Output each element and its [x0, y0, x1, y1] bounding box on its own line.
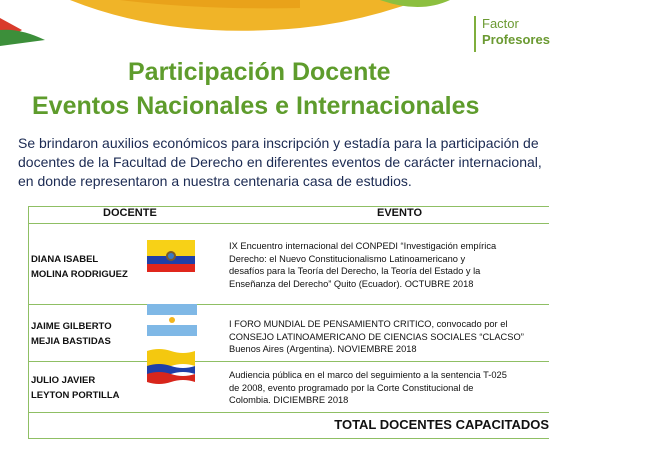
- row-divider: [29, 361, 549, 362]
- event-line: Enseñanza del Derecho” Quito (Ecuador). OCTUBRE 2018: [229, 278, 474, 289]
- event-description: [229, 318, 547, 356]
- docente-first-name: DIANA ISABEL: [31, 254, 99, 265]
- ecuador-flag-icon: [147, 240, 195, 272]
- docente-last-name: MEJIA BASTIDAS: [31, 336, 111, 347]
- row-divider: [29, 412, 549, 413]
- event-description: [229, 369, 547, 407]
- docente-first-name: JULIO JAVIER: [31, 375, 96, 386]
- intro-paragraph: [18, 134, 558, 191]
- factor-profesores-brand: [474, 16, 550, 52]
- event-line: IX Encuentro internacional del CONPEDI “Investigación empírica: [229, 241, 497, 251]
- argentina-flag-icon: [147, 304, 197, 336]
- page-title-line2: Eventos Nacionales e Internacionales: [32, 92, 480, 120]
- table-bottom-border: [29, 438, 549, 439]
- docente-name: [31, 373, 120, 403]
- brand-line2: Profesores: [482, 32, 550, 47]
- docente-last-name: MOLINA RODRIGUEZ: [31, 269, 128, 280]
- row-divider: [29, 304, 549, 305]
- header-decoration: [0, 0, 534, 60]
- event-line: I FORO MUNDIAL DE PENSAMIENTO CRITICO, convocado por el: [229, 319, 508, 329]
- brand-line1: Factor: [482, 16, 519, 31]
- event-line: CONSEJO LATINOAMERICANO DE CIENCIAS SOCIALES “CLACSO”: [229, 331, 524, 342]
- events-table: [28, 206, 549, 439]
- column-header-evento: EVENTO: [377, 207, 423, 219]
- event-line: desafíos para la Teoría del Derecho, la Teoría del Estado y la: [229, 266, 481, 277]
- column-header-docente: DOCENTE: [103, 207, 157, 219]
- event-line: de 2008, evento programado por la Corte Constitucional de: [229, 382, 474, 393]
- docente-name: [31, 319, 112, 349]
- header-divider: [29, 223, 549, 224]
- colombia-flag-icon: [147, 349, 195, 383]
- event-line: Buenos Aires (Argentina). NOVIEMBRE 2018: [229, 344, 417, 355]
- event-line: Derecho: el Nuevo Constitucionalismo Latinoamericano y: [229, 253, 466, 264]
- event-line: Colombia. DICIEMBRE 2018: [229, 395, 349, 406]
- event-description: [229, 240, 547, 290]
- intro-line3: en donde representaron a nuestra centenaria casa de estudios.: [18, 173, 412, 189]
- intro-line2: docentes de la Facultad de Derecho en diferentes eventos de carácter internacional,: [18, 154, 542, 170]
- total-docentes-label: TOTAL DOCENTES CAPACITADOS: [334, 417, 549, 432]
- docente-name: [31, 252, 128, 282]
- docente-first-name: JAIME GILBERTO: [31, 321, 112, 332]
- page-title-line1: Participación Docente: [128, 58, 391, 86]
- intro-line1: Se brindaron auxilios económicos para inscripción y estadía para la participación de: [18, 135, 539, 151]
- docente-last-name: LEYTON PORTILLA: [31, 390, 120, 401]
- event-line: Audiencia pública en el marco del seguimiento a la sentencia T-025: [229, 370, 507, 380]
